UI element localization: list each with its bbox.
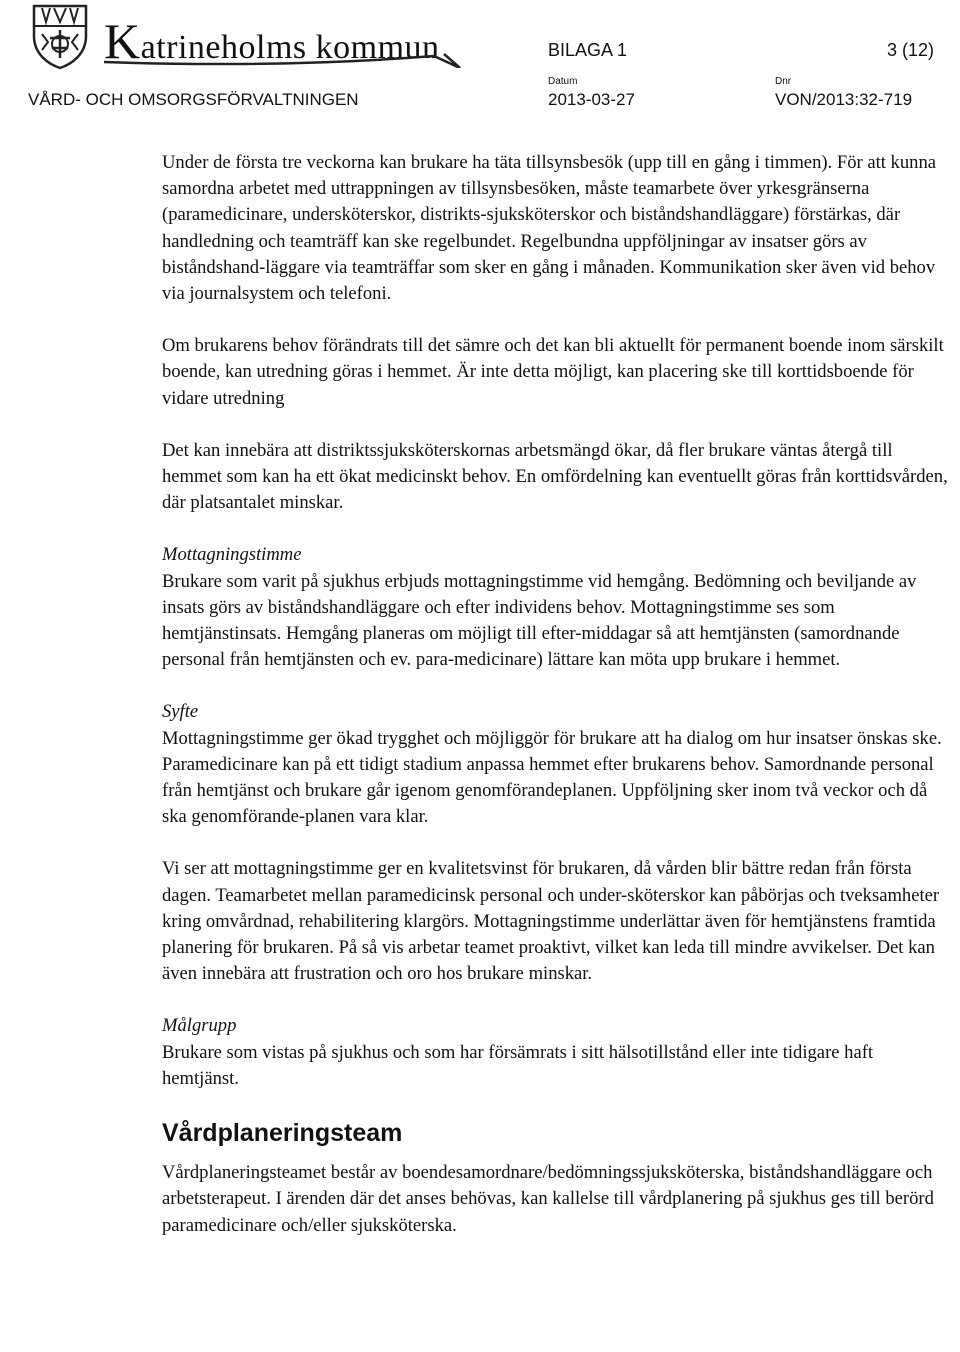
paragraph-needs-change: Om brukarens behov förändrats till det sämre och det kan bli aktuellt för permanent boende inom särskilt boende, kan utredning göras i hemmet. Är inte detta möjligt, kan placering ske till korttidsboende för vidare utredning [162, 335, 944, 409]
heading-malgrupp: Målgrupp [162, 1015, 237, 1037]
heading-syfte: Syfte [162, 701, 199, 723]
page-number: 3 (12) [886, 40, 934, 60]
reference-value: VON/2013:32-719 [775, 90, 913, 109]
logo-rest: atrineholms kommun [140, 29, 440, 66]
paragraph-vardplaneringsteam: Vårdplaneringsteamet består av boendesamordnare/bedömningssjuksköterska, biståndshandläggare och arbetsterapeut. I ärenden där det anses behövas, kan kallelse till vårdplanering på sjukhus ges till berörd paramedicinare och/eller sjuksköterska. [162, 1162, 934, 1236]
coat-of-arms-icon [28, 2, 92, 70]
page-header [0, 0, 960, 120]
heading-vardplaneringsteam: Vårdplaneringsteam [162, 1119, 403, 1148]
logo-swoosh-icon [104, 48, 464, 68]
paragraph-workload: Det kan innebära att distriktssjuksköterskornas arbetsmängd ökar, då fler brukare väntas återgå till hemmet som kan ha ett ökat medicinskt behov. En omfördelning kan eventuellt göras från korttidsvården, där platsantalet minskar. [162, 439, 948, 514]
date-label: Datum [548, 76, 578, 87]
logo-initial: K [104, 13, 141, 69]
reference-label: Dnr [775, 76, 792, 87]
paragraph-quality-gain: Vi ser att mottagningstimme ger en kvalitetsvinst för brukaren, då vården blir bättre redan från första dagen. Teamarbetet mellan paramedicinsk personal och under-sköterskor kan påbörjas och tveksamheter kring omvårdnad, rehabilitering klargörs. Mottagningstimme underlättar även för hemtjänstens framtida planering för brukaren. På så vis arbetar teamet proaktivt, vilket kan leda till mindre avvikelser. Det kan även innebära att frustration och oro hos brukare minskar. [162, 858, 940, 985]
appendix-label: BILAGA 1 [548, 40, 628, 60]
document-body [162, 150, 952, 1239]
paragraph-follow-up: Under de första tre veckorna kan brukare ha täta tillsynsbesök (upp till en gång i timmen). För att kunna samordna arbetet med uttrappningen av tillsynsbesöken, måste teamarbete över yrkesgränserna (paramedicinare, undersköterskor, distrikts-sjuksköterskor och biståndshandläggare) förstärkas, där handledning och teamträff kan ske regelbundet. Regelbundna uppföljningar av insatser görs av biståndshand-läggare via teamträffar som sker en gång i månaden. Kommunikation sker även vid behov via journalsystem och telefoni. [162, 152, 937, 305]
department-name: VÅRD- OCH OMSORGSFÖRVALTNINGEN [28, 90, 359, 109]
paragraph-mottagningstimme: Brukare som varit på sjukhus erbjuds mottagningstimme vid hemgång. Bedömning och beviljande av insats görs av biståndshandläggare och efter individens behov. Mottagningstimme ses som hemtjänstinsats. Hemgång planeras om möjligt till efter-middagar så att hemtjänsten (samordnande personal från hemtjänsten och ev. para-medicinare) lättare kan möta upp brukare i hemmet. [162, 570, 917, 671]
date-value: 2013-03-27 [548, 90, 635, 109]
paragraph-malgrupp: Brukare som vistas på sjukhus och som har försämrats i sitt hälsotillstånd eller inte tidigare haft hemtjänst. [162, 1041, 874, 1089]
paragraph-syfte: Mottagningstimme ger ökad trygghet och möjliggör för brukare att ha dialog om hur insatser önskas ske. Paramedicinare kan på ett tidigt stadium anpassa hemmet efter brukarens behov. Samordnande personal från hemtjänst och brukare går igenom genomförandeplanen. Uppföljning sker inom två veckor och då ska genomförande-planen vara klar. [162, 727, 942, 828]
heading-mottagningstimme: Mottagningstimme [162, 544, 302, 566]
